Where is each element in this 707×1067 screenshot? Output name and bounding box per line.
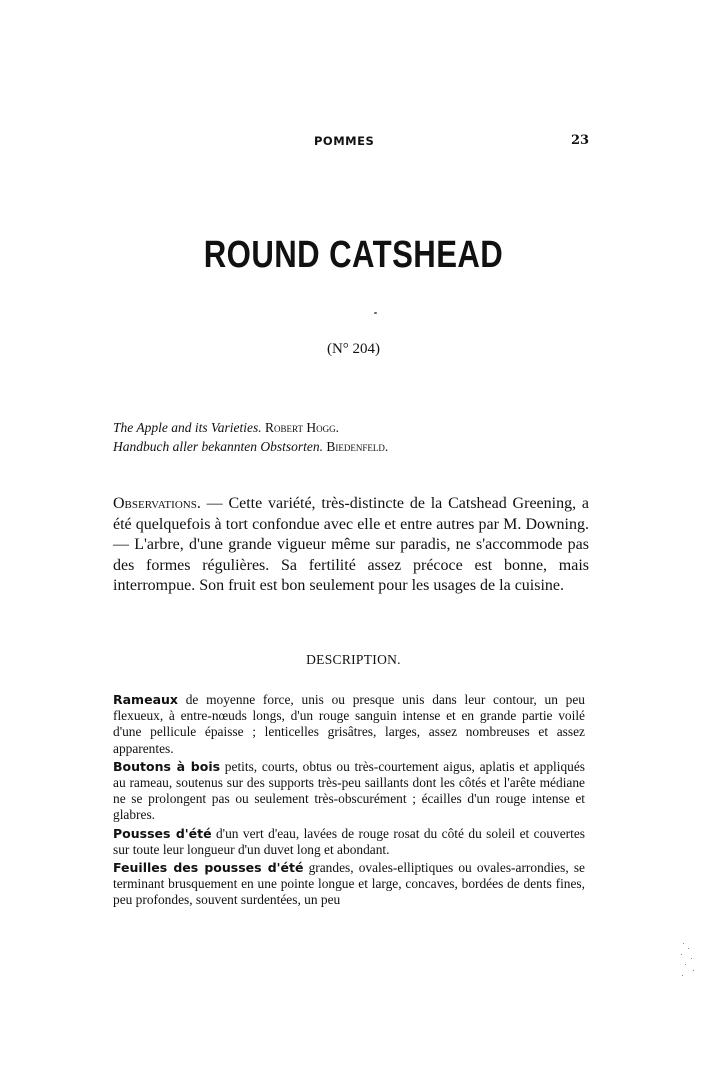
description-item bbox=[113, 692, 585, 757]
reference-line bbox=[113, 418, 593, 437]
description-item bbox=[113, 860, 585, 909]
description-term: Feuilles des pousses d'été bbox=[113, 860, 304, 876]
description-term: Rameaux bbox=[113, 692, 178, 707]
observations-text: — Cette variété, très-distincte de la Catshead Greening, a été quelquefois à tort confondue avec elle et entre autres par M. Downing. — L'arbre, d'une grande vigueur même sur paradis, ne s'accommode pas des formes régulières. Sa fertilité assez précoce est bonne, mais interrompue. Son fruit est bon seulement pour les usages de la cuisine. bbox=[113, 495, 589, 594]
observations-label: Observations. bbox=[113, 495, 201, 512]
reference-author: Biedenfeld. bbox=[326, 439, 389, 454]
reference-line bbox=[113, 437, 593, 456]
description-heading: DESCRIPTION. bbox=[306, 652, 401, 667]
description-item bbox=[113, 759, 585, 824]
reference-author: Robert Hogg. bbox=[265, 420, 339, 435]
print-speck bbox=[374, 312, 377, 314]
variety-number: (N° 204) bbox=[326, 341, 381, 357]
page-title: ROUND CATSHEAD bbox=[203, 234, 504, 276]
observations-paragraph bbox=[113, 494, 589, 597]
description-body bbox=[113, 692, 585, 911]
description-term: Boutons à bois bbox=[113, 758, 221, 774]
reference-work: Handbuch aller bekannten Obstsorten. bbox=[113, 439, 323, 454]
references bbox=[113, 418, 593, 456]
description-item bbox=[113, 826, 585, 858]
running-head bbox=[0, 134, 707, 150]
description-text: de moyenne force, unis ou presque unis dans leur contour, un peu flexueux, à entre-nœuds longs, d'un rouge sanguin intense et en grande partie voilé d'une pellicule épaisse ; lenticelles grisâtres, larges, assez nombreuses et assez apparentes. bbox=[113, 692, 585, 756]
description-text: grandes, ovales-elliptiques ou ovales-arrondies, se terminant brusquement en une pointe longue et large, concaves, bordées de dents fines, peu profondes, souvent surdentées, un peu bbox=[113, 860, 585, 908]
scan-noise bbox=[679, 940, 697, 980]
reference-work: The Apple and its Varieties. bbox=[113, 420, 262, 435]
page-number: 23 bbox=[571, 133, 590, 148]
running-title: POMMES bbox=[314, 134, 375, 148]
description-text: petits, courts, obtus ou très-courtement aigus, aplatis et appliqués au rameau, soutenus sur des supports très-peu saillants dont les côtés et l'arête médiane ne se prolongent pas ou seulement très-obscurément ; écailles d'un rouge intense et glabres. bbox=[113, 758, 585, 823]
description-term: Pousses d'été bbox=[113, 825, 212, 841]
description-text: d'un vert d'eau, lavées de rouge rosat du côté du soleil et couvertes sur toute leur longueur d'un duvet long et abondant. bbox=[113, 825, 585, 857]
